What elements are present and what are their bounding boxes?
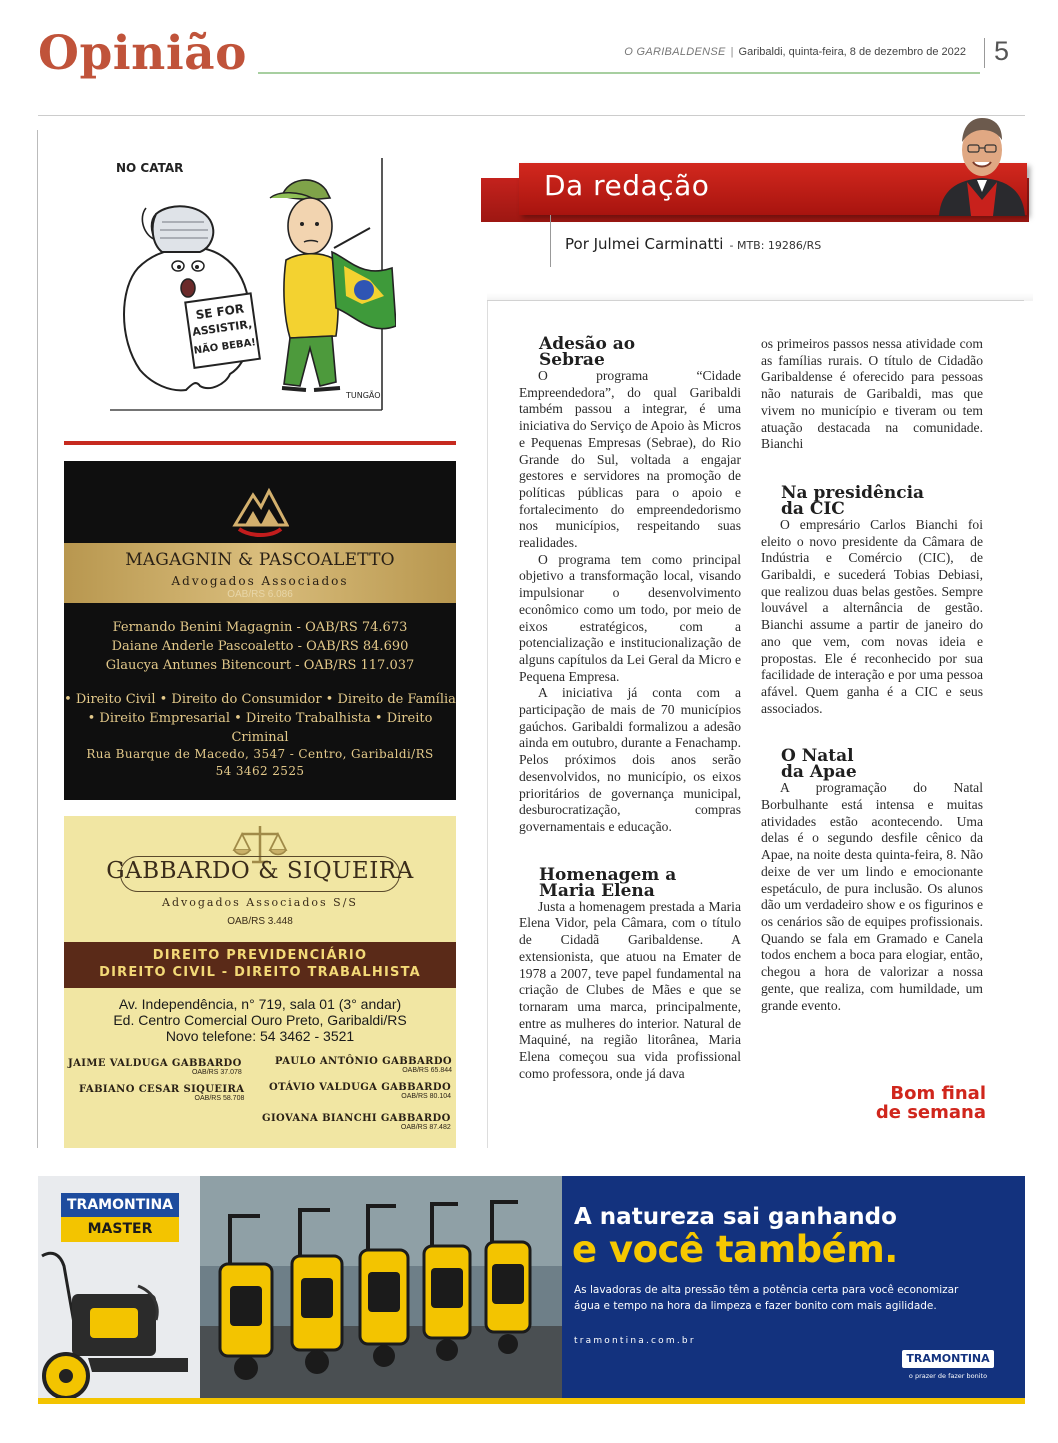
- ad1-lawyer: Daiane Anderle Pascoaletto - OAB/RS 84.690: [111, 639, 409, 654]
- heading-line: Sebrae: [539, 350, 605, 370]
- page-number-divider: [984, 38, 985, 68]
- paragraph: O programa tem como principal objetivo a transformação local, visando impulsionar o desenvolvimento econômico como um todo, por meio de eixos estratégicos, com a potencialização e institucionalização de alguns capítulos da Lei Geral da Micro e Pequena Empresa.: [519, 551, 741, 684]
- ad2-lawyer-name: PAULO ANTÔNIO GABBARDO: [275, 1056, 453, 1067]
- paragraph: O empresário Carlos Bianchi foi eleito o novo presidente da Câmara de Indústria e Comércio (CIC), de Garibaldi, e sucederá Tobias Debiasi, que realizou duas belas gestões. Sempre louvável a alternância de gestão. Bianchi assume a partir de janeiro do ano que vem, com novas ideia e propostas. Ele é reconhecido por sua facilidade de interação e por uma pessoa afável. Quem ganha é a CIC e seus associados.: [761, 516, 983, 716]
- header-rule: [258, 72, 980, 74]
- ad1-area-line: • Direito Empresarial • Direito Trabalhista • Direito Criminal: [87, 711, 433, 745]
- ad-tramontina[interactable]: [38, 1176, 1025, 1404]
- ad2-oab: OAB/RS 3.448: [227, 916, 293, 927]
- tramontina-logo: TRAMONTINA: [902, 1350, 994, 1368]
- newspaper-name: O GARIBALDENSE: [624, 46, 726, 58]
- cartoon-sign-line-1: SE FOR: [194, 301, 245, 323]
- article-column-1: [519, 336, 741, 1082]
- ad2-band-line: DIREITO PREVIDENCIÁRIO: [152, 948, 368, 963]
- ad2-lawyer-oab: OAB/RS 37.078: [191, 1069, 242, 1076]
- ad2-lawyer-oab: OAB/RS 58.708: [194, 1095, 245, 1102]
- ad2-firm-name: GABBARDO & SIQUEIRA: [106, 858, 414, 884]
- ad1-area-line: • Direito Civil • Direito do Consumidor • Direito de Família: [64, 692, 456, 707]
- ad2-address-line: Av. Independência, n° 719, sala 01 (3° andar): [118, 996, 402, 1012]
- section-title: Opinião: [38, 26, 247, 81]
- tramontina-slogan: o prazer de fazer bonito: [908, 1372, 988, 1380]
- ad-url-link[interactable]: tramontina.com.br: [574, 1336, 696, 1346]
- ad2-lawyer: [68, 1058, 242, 1076]
- ad2-lawyer-oab: OAB/RS 80.104: [401, 1093, 452, 1100]
- cartoon-signature: TUNGÃO!: [346, 391, 384, 400]
- top-rule: [38, 115, 1025, 116]
- mountain-logo-icon: [231, 479, 289, 541]
- heading-line: Maria Elena: [539, 880, 655, 901]
- ad-body-text: As lavadoras de alta pressão têm a potência certa para você economizar água e tempo na hora da limpeza e fazer bonito com mais agilidade.: [574, 1284, 959, 1312]
- author-name: Por Julmei Carminatti: [565, 235, 724, 253]
- pressure-washer-image: [38, 1246, 200, 1404]
- cartoon-sign-line-2: ASSISTIR,: [191, 317, 253, 339]
- ad2-lawyer: [269, 1082, 451, 1100]
- ad2-lawyer: [275, 1056, 452, 1074]
- ad2-address: [64, 996, 456, 1044]
- signoff: [876, 1084, 986, 1122]
- heading-line: da Apae: [781, 762, 857, 783]
- section-heading-cic: [761, 482, 983, 519]
- ad2-subtitle: Advogados Associados S/S: [162, 896, 358, 909]
- ad-magagnin-pascoaletto[interactable]: [64, 461, 456, 800]
- heading-line: Homenagem a: [539, 864, 677, 885]
- paragraph-continuation: os primeiros passos nessa atividade com as famílias rurais. O título de Cidadão Garibaldense é oferecido para pessoas não naturais de Garibaldi, mas que vivem no município e tiveram ou tem atuação destacada na comunidade. Bianchi: [761, 336, 983, 452]
- master-line-badge: MASTER: [61, 1217, 179, 1242]
- ad-product-panel: [38, 1176, 200, 1404]
- ad-headline-2: e você também.: [572, 1228, 898, 1271]
- ad1-lawyers: [64, 618, 456, 675]
- heading-line: Na presidência: [781, 482, 925, 503]
- header-separator: |: [730, 46, 734, 58]
- byline-rule: [550, 215, 551, 267]
- ad1-address: Rua Buarque de Macedo, 3547 - Centro, Garibaldi/RS: [86, 747, 434, 761]
- paragraph: Justa a homenagem prestada a Maria Elena Vidor, pela Câmara, com o título de Cidadã Garibaldense. A extensionista, que atuou na Emater de 1978 a 2007, teve papel fundamental na criação de Clubes de Mães e que se tornaram uma marca, principalmente, entre as mulheres do interior. Natural de Maquiné, na região litorânea, Maria Elena começou sua vida profissional como professora, onde já dava: [519, 898, 741, 1081]
- heading-line: Adesão ao: [539, 334, 636, 354]
- ad2-address-line: Ed. Centro Comercial Ouro Preto, Garibaldi/RS: [113, 1012, 407, 1028]
- ad1-lawyer: Glaucya Antunes Bitencourt - OAB/RS 117.037: [105, 658, 415, 673]
- ad-gabbardo-siqueira[interactable]: [64, 816, 456, 1148]
- heading-line: O Natal: [781, 746, 854, 767]
- ad1-oab: OAB/RS 6.086: [227, 589, 293, 600]
- left-margin-rule: [37, 130, 38, 1148]
- page-number: 5: [994, 36, 1010, 66]
- paragraph: A programação do Natal Borbulhante está intensa e muitas atividades estão acontecendo. Uma delas é o segundo desfile cênico da Apae, na noite desta quinta-feira, 8. Não deixe de ver um lindo e emocionante espetáculo, de pura inclusão. Os alunos dão um verdadeiro show e os figurinos e os cenários são de equipes profissionais. Quando se fala em Gramado e Canela todos enchem a boca para elogiar, então, chegou a hora de valorizar a nossa gente, que realiza, com humildade, um grande evento.: [761, 780, 983, 1013]
- ad2-band-line: DIREITO CIVIL - DIREITO TRABALHISTA: [99, 965, 421, 980]
- tramontina-brand-badge: TRAMONTINA: [61, 1193, 179, 1217]
- ad1-practice-areas: [64, 690, 456, 747]
- ad2-practice-band: [64, 942, 456, 988]
- ad-yellow-stripe: [38, 1398, 1025, 1404]
- ad1-contact: [64, 746, 456, 780]
- byline: [565, 235, 821, 253]
- ad2-lawyer-name: JAIME VALDUGA GABBARDO: [68, 1058, 242, 1069]
- ad2-lawyer-name: OTÁVIO VALDUGA GABBARDO: [269, 1082, 452, 1093]
- ad1-firm-name: MAGAGNIN & PASCOALETTO: [125, 550, 395, 570]
- ad2-lawyer-name: FABIANO CESAR SIQUEIRA: [79, 1084, 245, 1095]
- header-meta: [624, 46, 966, 58]
- section-heading-apae: [761, 746, 983, 783]
- signoff-line: de semana: [875, 1102, 986, 1123]
- article-column-2: [761, 336, 983, 1014]
- ad1-subtitle: Advogados Associados: [171, 574, 349, 588]
- dateline: Garibaldi, quinta-feira, 8 de dezembro de 2022: [738, 46, 966, 58]
- ad2-lawyer-name: GIOVANA BIANCHI GABBARDO: [262, 1113, 451, 1124]
- ad2-lawyer: [262, 1113, 451, 1131]
- ad2-lawyer: [79, 1084, 244, 1102]
- ad-headline-1: A natureza sai ganhando: [574, 1204, 897, 1230]
- ad2-lawyer-oab: OAB/RS 87.482: [400, 1124, 451, 1131]
- ad1-lawyer: Fernando Benini Magagnin - OAB/RS 74.673: [112, 620, 408, 635]
- signoff-line: Bom final: [890, 1083, 986, 1104]
- column-title: Da redação: [544, 169, 710, 202]
- ad1-phone: 54 3462 2525: [215, 764, 305, 778]
- paragraph: O programa “Cidade Empreendedora”, do qual Garibaldi também passou a integrar, é uma iniciativa do Serviço de Apoio às Micros e Pequenas Empresas (Sebrae), do Rio Grande do Sul, voltada a engajar gestores e servidores na promoção de políticas públicas para o apoio e fortalecimento do empreendedorismo nos municípios, respeitando suas realidades.: [519, 368, 741, 551]
- cartoon-illustration: [100, 148, 396, 416]
- pressure-washers-photo: [200, 1176, 562, 1404]
- author-mtb: - MTB: 19286/RS: [729, 239, 822, 252]
- section-heading-maria-elena: [519, 864, 741, 901]
- cartoon-sign-line-3: NÃO BEBA!: [193, 337, 257, 357]
- paragraph: A iniciativa já conta com a participação de mais de 70 municípios gaúchos. Garibaldi formalizou a adesão ainda em outubro, durante a Fenachamp. Pelos próximos dois anos serão desenvolvidos, no município, os eixos prioritários de governança municipal, desburocratização, compras governamentais e educação.: [519, 685, 741, 834]
- cartoon-caption: NO CATAR: [116, 161, 184, 175]
- section-heading-sebrae: [519, 336, 741, 368]
- author-photo: [937, 108, 1027, 216]
- heading-line: da CIC: [781, 498, 845, 519]
- ad2-lawyer-oab: OAB/RS 65.844: [402, 1067, 453, 1074]
- section-divider-red: [64, 441, 456, 445]
- ad2-phone: Novo telefone: 54 3462 - 3521: [165, 1028, 355, 1044]
